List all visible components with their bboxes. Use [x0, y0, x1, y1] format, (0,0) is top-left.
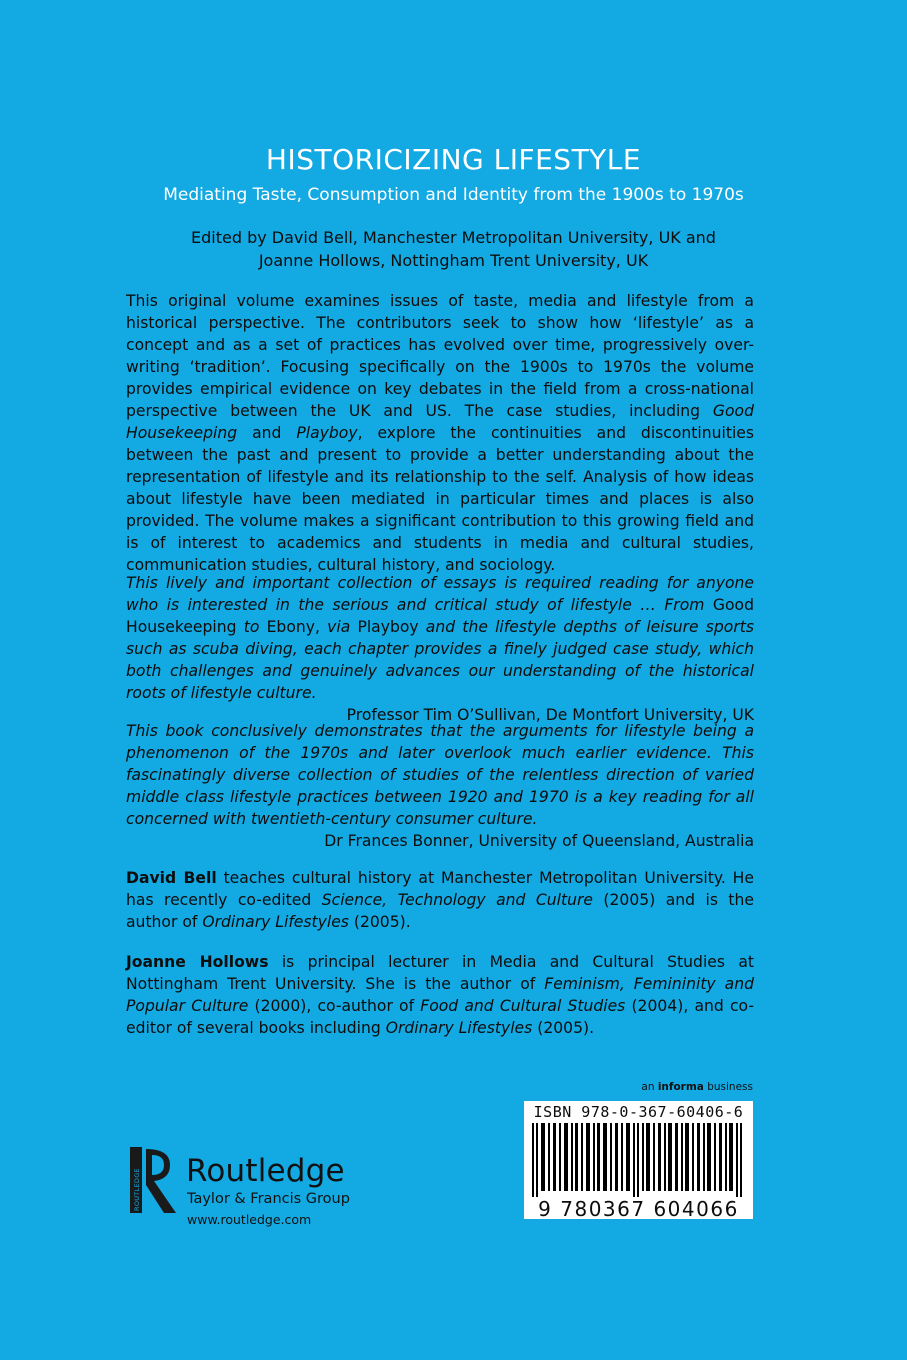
- quote-text: This lively and important collection of essays is required reading for anyone who is interested in the serious and critical study of lifestyle … From: [126, 574, 754, 614]
- svg-text:ROUTLEDGE: ROUTLEDGE: [133, 1168, 141, 1211]
- quote-text: via: [319, 618, 358, 636]
- quote-text: to: [236, 618, 267, 636]
- bio-name: Joanne Hollows: [126, 953, 269, 971]
- bio-text: (2000), co-author of: [248, 997, 421, 1015]
- informa-tagline: [636, 1081, 753, 1093]
- isbn-label: ISBN 978-0-367-60406-6: [533, 1103, 744, 1121]
- bio-text: is principal lecturer in Media and Cultural Studies at Nottingham Trent University. She is the author of: [126, 953, 754, 993]
- editors-credit: [0, 226, 907, 272]
- quote-title: Good Housekeeping: [126, 596, 754, 636]
- bio-text: (2005) and is the author of: [126, 891, 754, 931]
- editor-bio-joanne-hollows: [126, 951, 754, 1039]
- editor-bio-david-bell: [126, 867, 754, 933]
- book-subtitle: Mediating Taste, Consumption and Identity from the 1900s to 1970s: [163, 185, 744, 205]
- bio-name: David Bell: [126, 869, 217, 887]
- blurb-title-good-housekeeping: Good Housekeeping: [126, 402, 754, 442]
- editors-line-2: Joanne Hollows, Nottingham Trent University, UK: [258, 251, 649, 270]
- publisher-url: www.routledge.com: [187, 1212, 312, 1227]
- endorsement-1-attribution: Professor Tim O’Sullivan, De Montfort University, UK: [346, 706, 754, 724]
- publisher-group: Taylor & Francis Group: [187, 1191, 350, 1207]
- book-title: HISTORICIZING LIFESTYLE: [265, 143, 642, 176]
- bio-book-title: Ordinary Lifestyles: [202, 913, 349, 931]
- blurb-text: This original volume examines issues of taste, media and lifestyle from a historical perspective. The contributors seek to show how ‘lifestyle’ as a concept and as a set of practices has evolved over time, progressively over-writing ‘tradition’. Focusing specifically on the 1900s to 1970s the volume provides empirical evidence on key debates in the field from a cross-national perspective between the UK and US. The case studies, including: [126, 292, 754, 420]
- bio-book-title: Science, Technology and Culture: [321, 891, 593, 909]
- informa-suffix: business: [703, 1081, 753, 1093]
- publisher-name: Routledge: [186, 1153, 345, 1189]
- quote-text: This book conclusively demonstrates that the arguments for lifestyle being a phenomenon of the 1970s and later overlook much earlier evidence. This fascinatingly diverse collection of studies of the relentless direction of varied middle class lifestyle practices between 1920 and 1970 is a key reading for all concerned with twentieth-century consumer culture.: [126, 722, 754, 828]
- bio-text: (2004), and co-editor of several books including: [126, 997, 754, 1037]
- bio-book-title: Food and Cultural Studies: [420, 997, 626, 1015]
- bio-book-title: Feminism, Femininity and Popular Culture: [126, 975, 754, 1015]
- blurb-text: and: [237, 424, 297, 442]
- book-description: [126, 290, 754, 576]
- quote-title: Ebony,: [266, 618, 320, 636]
- routledge-logo: [130, 1147, 430, 1227]
- quote-text: and the lifestyle depths of leisure sports such as scuba diving, each chapter provides a finely judged case study, which both challenges and genuinely advances our understanding of the historical roots of lifestyle culture.: [126, 618, 754, 702]
- quote-title: Playboy: [357, 618, 419, 636]
- routledge-r-mark-icon: [130, 1147, 182, 1217]
- blurb-text: , explore the continuities and discontinuities between the past and present to provide a better understanding about the representation of lifestyle and its relationship to the self. Analysis of how ideas about lifestyle have been mediated in particular times and places is also provided. The volume makes a significant contribution to this growing field and is of interest to academics and students in media and cultural studies, communication studies, cultural history, and sociology.: [126, 424, 754, 574]
- editors-line-1: Edited by David Bell, Manchester Metropolitan University, UK and: [191, 228, 716, 247]
- endorsement-2: [126, 720, 754, 852]
- informa-brand: informa: [657, 1081, 704, 1093]
- informa-prefix: an: [641, 1081, 658, 1093]
- bio-text: teaches cultural history at Manchester Metropolitan University. He has recently co-edited: [126, 869, 754, 909]
- endorsement-1: [126, 572, 754, 726]
- barcode-bars-icon: [526, 1123, 751, 1197]
- endorsement-2-attribution: Dr Frances Bonner, University of Queensland, Australia: [324, 832, 754, 850]
- blurb-title-playboy: Playboy: [296, 424, 358, 442]
- bio-text: (2005).: [348, 913, 411, 931]
- isbn-barcode: [524, 1101, 753, 1219]
- bio-text: (2005).: [532, 1019, 595, 1037]
- bio-book-title: Ordinary Lifestyles: [385, 1019, 533, 1037]
- isbn-digits: 9 780367 604066: [538, 1197, 739, 1221]
